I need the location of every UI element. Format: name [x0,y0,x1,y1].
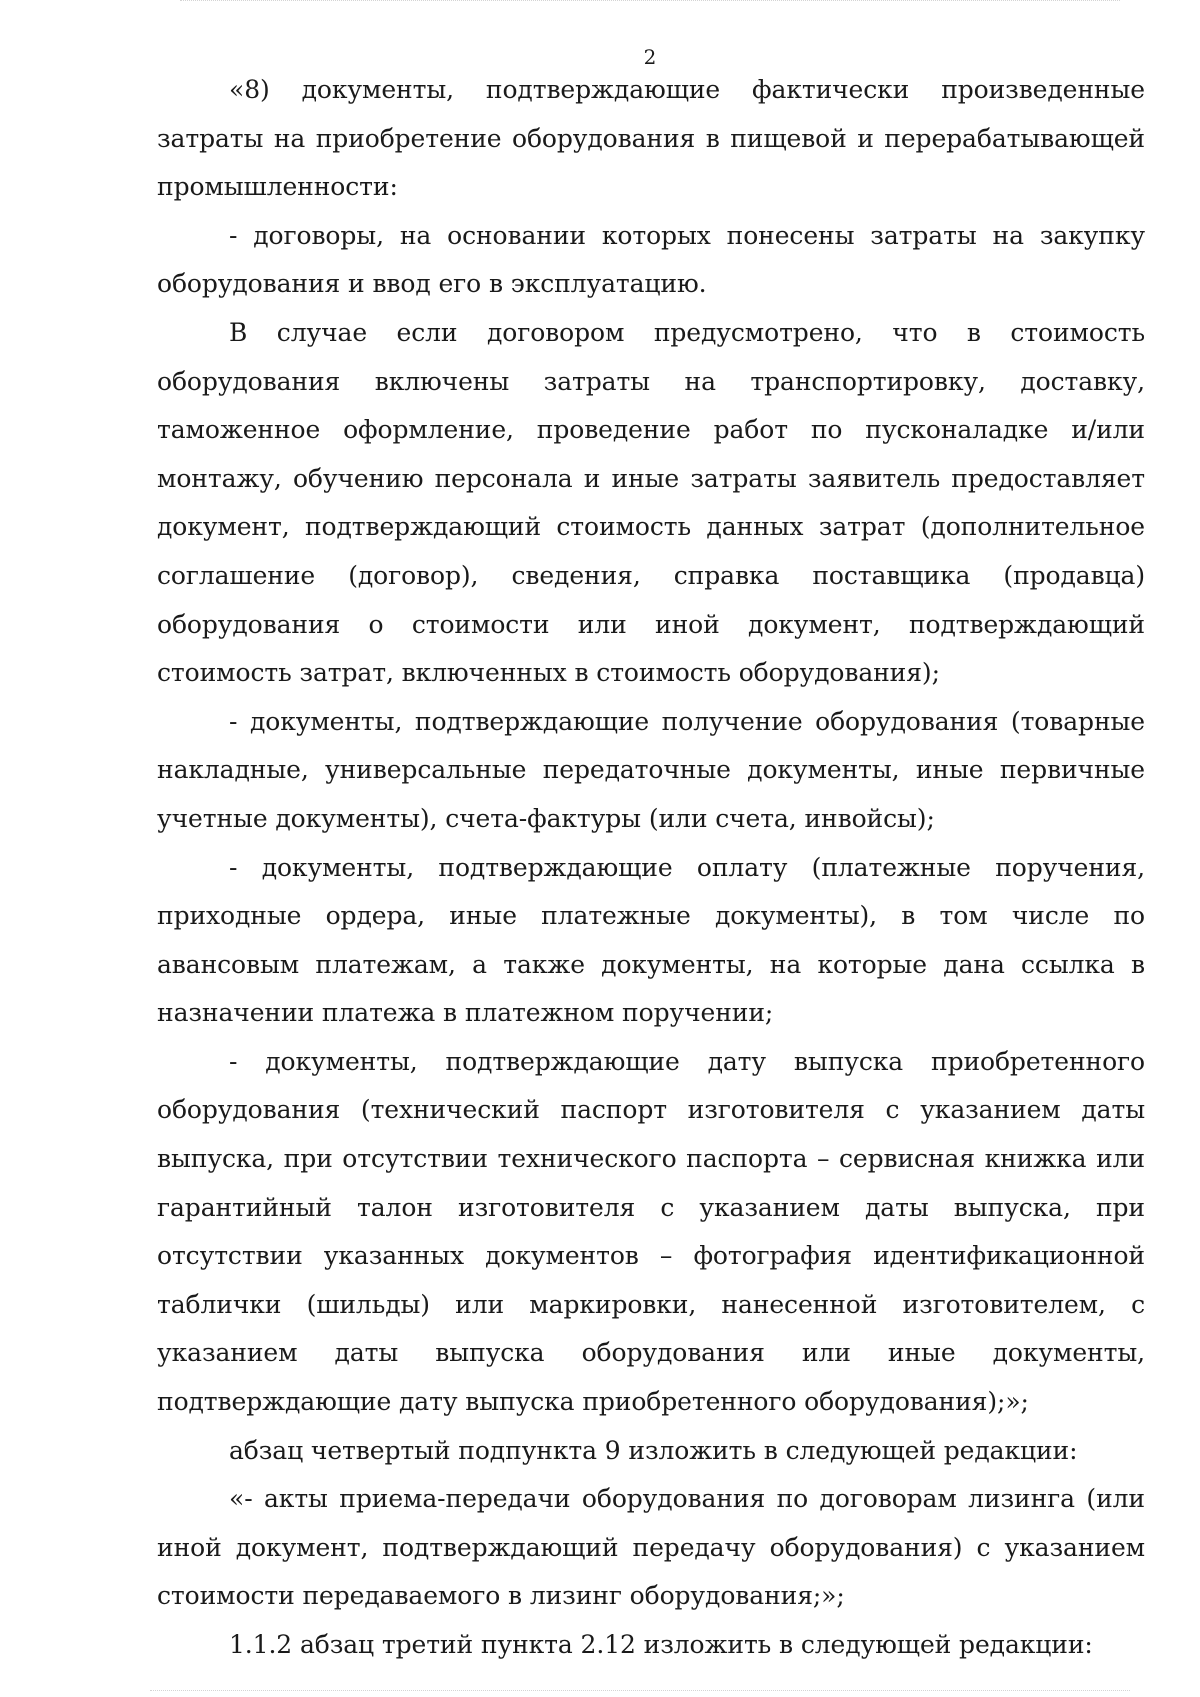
paragraph-release-date-documents: - документы, подтверждающие дату выпуска приобретенного оборудования (технический паспорт изготовителя с указанием даты выпуска, при отсутствии технического паспорта – сервисная книжка или гарантийный талон изготовителя с указанием даты выпуска, при отсутствии указанных документов – фотография идентификационной таблички (шильды) или маркировки, нанесенной изготовителем, с указанием даты выпуска оборудования или иные документы, подтверждающие дату выпуска приобретенного оборудования);»; [157,1046,1145,1417]
paragraph-subitem-9-amendment: абзац четвертый подпункта 9 изложить в следующей редакции: [229,1435,1078,1465]
scan-artifact-top [180,0,1120,5]
paragraph-contracts: - договоры, на основании которых понесены затраты на закупку оборудования и ввод его в эксплуатацию. [157,220,1145,299]
paragraph-cost-included: В случае если договором предусмотрено, что в стоимость оборудования включены затраты на транспортировку, доставку, таможенное оформление, проведение работ по пусконаладке и/или монтажу, обучению персонала и иные затраты заявитель предоставляет документ, подтверждающий стоимость данных затрат (дополнительное соглашение (договор), сведения, справка поставщика (продавца) оборудования о стоимости или иной документ, подтверждающий стоимость затрат, включенных в стоимость оборудования); [157,317,1145,688]
paragraph-receipt-documents: - документы, подтверждающие получение оборудования (товарные накладные, универсальные передаточные документы, иные первичные учетные документы), счета-фактуры (или счета, инвойсы); [157,706,1145,833]
paragraph-clause-2-12-amendment: 1.1.2 абзац третий пункта 2.12 изложить в следующей редакции: [229,1630,1093,1659]
page-number: 2 [643,45,657,69]
scan-artifact-bottom [150,1686,1130,1691]
paragraph-item-8-intro: «8) документы, подтверждающие фактически произведенные затраты на приобретение оборудования в пищевой и перерабатывающей промышленности: [157,75,1145,202]
paragraph-leasing-acts: «- акты приема-передачи оборудования по договорам лизинга (или иной документ, подтверждающий передачу оборудования) с указанием стоимости передаваемого в лизинг оборудования;»; [157,1484,1145,1611]
document-body [157,66,1145,1670]
paragraph-payment-documents: - документы, подтверждающие оплату (платежные поручения, приходные ордера, иные платежные документы), в том числе по авансовым платежам, а также документы, на которые дана ссылка в назначении платежа в платежном поручении; [157,852,1145,1028]
